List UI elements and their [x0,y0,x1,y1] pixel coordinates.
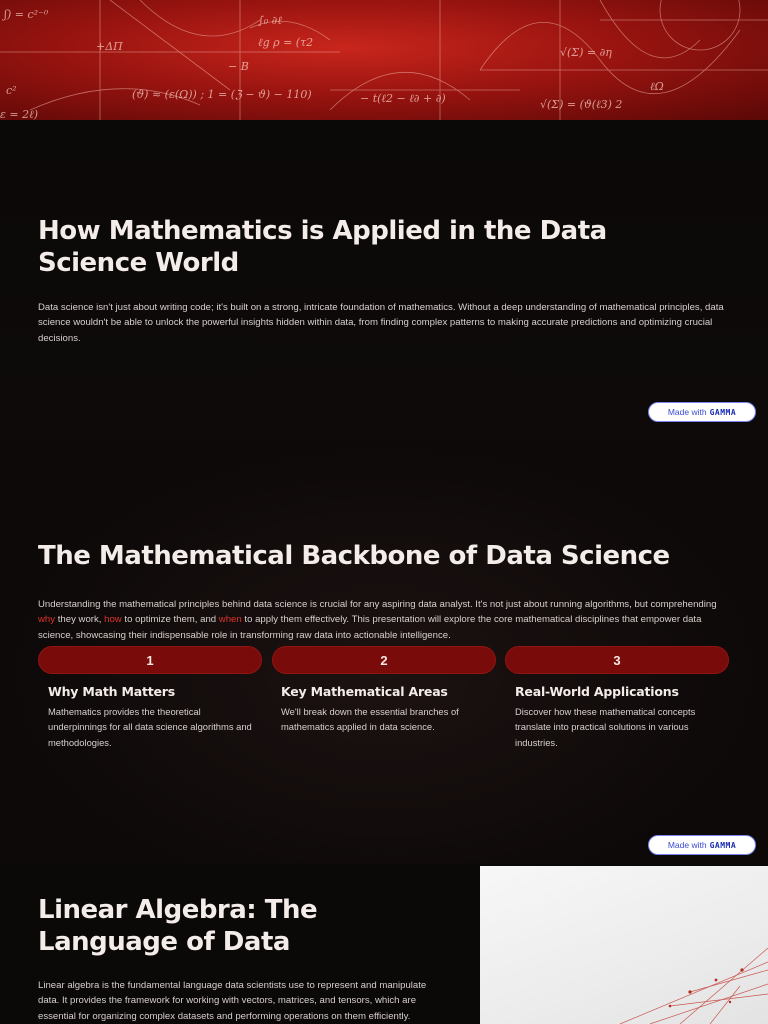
slide-body-text: Linear algebra is the fundamental language data scientists use to represent and manipulate data. It provides the framework for working with vectors, matrices, and tensors, which are essential for organizing complex datasets and performing operations on them efficiently. [38,979,427,1022]
highlight-when: when [218,614,242,626]
highlight-why: why [38,614,56,626]
slide-title: Linear Algebra: The Language of Data [38,895,318,957]
slide-body-text: Data science isn't just about writing code; it's built on a strong, intricate foundation of mathematics. Without a deep understanding of mathematical principles, data science wouldn't be able to unlock the powerful insights hidden within data, from finding complex patterns to making accurate predictions and optimizing crucial decisions. [38,301,724,344]
step-number-badge: 3 [505,646,729,674]
gamma-logo-icon: GAMMA [709,840,737,850]
slide-backbone [0,440,768,864]
hero-banner [0,0,768,120]
svg-text:ℓg ρ = (τ2: ℓg ρ = (τ2 [258,36,314,49]
slide-linear-algebra [0,864,768,1024]
slide-intro [0,120,768,440]
slide-title: The Mathematical Backbone of Data Science [38,541,670,571]
step-number-badge: 2 [272,646,496,674]
step-number-badge: 1 [38,646,262,674]
network-lines-icon [480,866,768,1024]
slide-body-text: Understanding the mathematical principles behind data science is crucial for any aspiring data analyst. It's not just about running algorithms, but comprehending why they work, how to optimize them, and when to apply them effectively. This presentation will explore the core mathematical disciplines that empower data science, showcasing their indispensable role in transforming raw data into actionable intelligence. [38,598,717,642]
column-text: We'll break down the essential branches of mathematics applied in data science. [281,706,459,733]
gamma-logo-icon: GAMMA [709,407,737,417]
column-title: Key Mathematical Areas [281,684,448,699]
svg-text:ε = 2ℓ): ε = 2ℓ) [0,108,38,120]
svg-text:− t(ℓ2 − ℓ∂ + ∂): − t(ℓ2 − ℓ∂ + ∂) [360,92,446,105]
svg-text:+ΔΠ: +ΔΠ [96,40,123,53]
column-title: Real-World Applications [515,684,679,699]
svg-text:− B: − B [228,60,249,73]
svg-text:√(Σ) = ∂η: √(Σ) = ∂η [560,46,612,59]
made-with-gamma-badge[interactable] [648,835,756,855]
column-title: Why Math Matters [48,684,175,699]
slide-title: How Mathematics is Applied in the Data Science World [38,216,607,278]
badge-prefix: Made with [667,407,707,417]
svg-text:√(Σ) = (ϑ(ℓ3) 2: √(Σ) = (ϑ(ℓ3) 2 [540,98,623,111]
made-with-gamma-badge[interactable] [648,402,756,422]
svg-text:∫₀ ∂ℓ: ∫₀ ∂ℓ [258,14,282,27]
badge-prefix: Made with [667,840,707,850]
svg-text:ℓΩ: ℓΩ [650,80,664,93]
column-text: Discover how these mathematical concepts translate into practical solutions in various industries. [515,706,696,748]
highlight-how: how [104,614,122,626]
network-lines-image [480,866,768,1024]
math-formulas-background [0,0,768,120]
svg-text:(ϑ) ≈ (ε(Ω)) ; 1 = (ℨ − ϑ) − 1: (ϑ) ≈ (ε(Ω)) ; 1 = (ℨ − ϑ) − 110) [132,88,312,101]
svg-text:ʃ) = c²⁻⁰: ʃ) = c²⁻⁰ [4,8,49,21]
column-text: Mathematics provides the theoretical underpinnings for all data science algorithms and methodologies. [48,706,252,748]
svg-text:c²: c² [6,84,17,97]
